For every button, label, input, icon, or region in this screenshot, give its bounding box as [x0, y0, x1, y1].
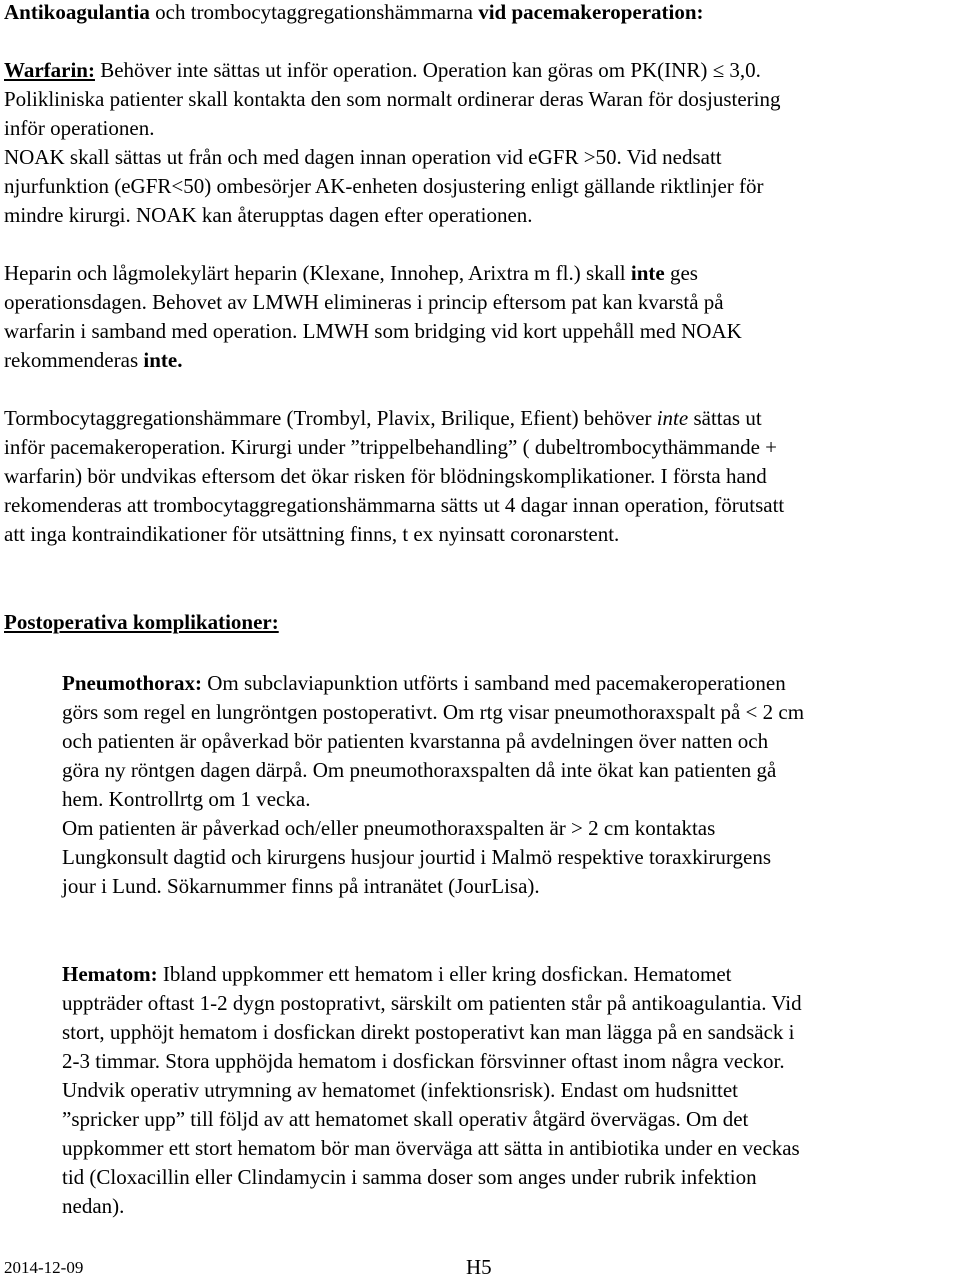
pneumo-line-1	[62, 671, 786, 695]
hematom-line-1	[62, 962, 731, 986]
postop-heading: Postoperativa komplikationer:	[4, 610, 279, 634]
heparin-text-c: ges	[664, 261, 698, 285]
heading-part2: och trombocytaggregationshämmarna	[149, 0, 479, 24]
heparin-text-a: Heparin och lågmolekylärt heparin (Klexane, Innohep, Arixtra m fl.) skall	[4, 261, 631, 285]
heparin-emphasis-2: inte.	[143, 348, 183, 372]
hematom-line-7: uppkommer ett stort hematom bör man överväga att sätta in antibiotika under en veckas	[62, 1136, 800, 1160]
noak-line-2: njurfunktion (eGFR<50) ombesörjer AK-enheten dosjustering enligt gällande riktlinjer för	[4, 174, 764, 198]
pneumo-line-7: Lungkonsult dagtid och kirurgens husjour jourtid i Malmö respektive toraxkirurgens	[62, 845, 772, 869]
heparin-text-d: rekommenderas	[4, 348, 144, 372]
tromb-line-2: inför pacemakeroperation. Kirurgi under ”trippelbehandling” ( dubeltrombocythämmande +	[4, 435, 778, 459]
hematom-line-4: 2-3 timmar. Stora upphöjda hematom i dosfickan försvinner oftast inom några veckor.	[62, 1049, 785, 1073]
warfarin-line-1	[4, 58, 761, 82]
heparin-line-2: operationsdagen. Behovet av LMWH elimineras i princip eftersom pat kan kvarstå på	[4, 290, 724, 314]
footer-date: 2014-12-09	[4, 1258, 84, 1277]
page-heading	[4, 0, 704, 24]
hematom-line-8: tid (Cloxacillin eller Clindamycin i samma doser som anges under rubrik infektion	[62, 1165, 757, 1189]
pneumo-text: Om subclaviapunktion utförts i samband med pacemakeroperationen	[202, 671, 786, 695]
hematom-line-6: ”spricker upp” till följd av att hematomet skall operativ åtgärd övervägas. Om det	[62, 1107, 749, 1131]
pneumo-label: Pneumothorax:	[62, 671, 202, 695]
tromb-text-a: Tormbocytaggregationshämmare (Trombyl, Plavix, Brilique, Efient) behöver	[4, 406, 657, 430]
heparin-line-3: warfarin i samband med operation. LMWH som bridging vid kort uppehåll med NOAK	[4, 319, 742, 343]
hematom-line-3: stort, upphöjt hematom i dosfickan direkt postoperativt kan man lägga på en sandsäck i	[62, 1020, 795, 1044]
heparin-emphasis: inte	[630, 261, 665, 285]
pneumo-line-3: och patienten är opåverkad bör patienten kvarstanna på avdelningen över natten och	[62, 729, 769, 753]
warfarin-line-2: Polikliniska patienter skall kontakta den som normalt ordinerar deras Waran för dosjustering	[4, 87, 781, 111]
footer-page-number: H5	[466, 1255, 492, 1279]
pneumo-line-2: görs som regel en lungröntgen postoperativt. Om rtg visar pneumothoraxspalt på < 2 cm	[62, 700, 805, 724]
pneumo-line-6: Om patienten är påverkad och/eller pneumothoraxspalten är > 2 cm kontaktas	[62, 816, 716, 840]
hematom-label: Hematom:	[62, 962, 158, 986]
hematom-line-9: nedan).	[62, 1194, 125, 1218]
warfarin-text: Behöver inte sättas ut inför operation. Operation kan göras om PK(INR) ≤ 3,0.	[94, 58, 761, 82]
hematom-text: Ibland uppkommer ett hematom i eller kring dosfickan. Hematomet	[157, 962, 732, 986]
noak-line-3: mindre kirurgi. NOAK kan återupptas dagen efter operationen.	[4, 203, 533, 227]
tromb-emphasis: inte	[656, 406, 689, 430]
hematom-line-2: uppträder oftast 1-2 dygn postoprativt, särskilt om patienten står på antikoagulantia. Vid	[62, 991, 802, 1015]
warfarin-line-3: inför operationen.	[4, 116, 155, 140]
tromb-line-3: warfarin) bör undvikas eftersom det ökar risken för blödningskomplikationer. I första hand	[4, 464, 767, 488]
tromb-line-4: rekomenderas att trombocytaggregationshämmarna sätts ut 4 dagar innan operation, förutsatt	[4, 493, 785, 517]
heparin-line-4	[4, 348, 182, 372]
tromb-line-1	[4, 406, 762, 430]
tromb-text-c: sättas ut	[688, 406, 762, 430]
heparin-line-1	[4, 261, 698, 285]
heading-part1: Antikoagulantia	[4, 0, 150, 24]
pneumo-line-4: göra ny röntgen dagen därpå. Om pneumothoraxspalten då inte ökat kan patienten gå	[62, 758, 777, 782]
noak-line-1: NOAK skall sättas ut från och med dagen innan operation vid eGFR >50. Vid nedsatt	[4, 145, 722, 169]
tromb-line-5: att inga kontraindikationer för utsättning finns, t ex nyinsatt coronarstent.	[4, 522, 620, 546]
warfarin-label: Warfarin:	[4, 58, 95, 82]
hematom-line-5: Undvik operativ utrymning av hematomet (infektionsrisk). Endast om hudsnittet	[62, 1078, 738, 1102]
heading-part3: vid pacemakeroperation:	[478, 0, 704, 24]
pneumo-line-5: hem. Kontrollrtg om 1 vecka.	[62, 787, 311, 811]
pneumo-line-8: jour i Lund. Sökarnummer finns på intranätet (JourLisa).	[62, 874, 540, 898]
